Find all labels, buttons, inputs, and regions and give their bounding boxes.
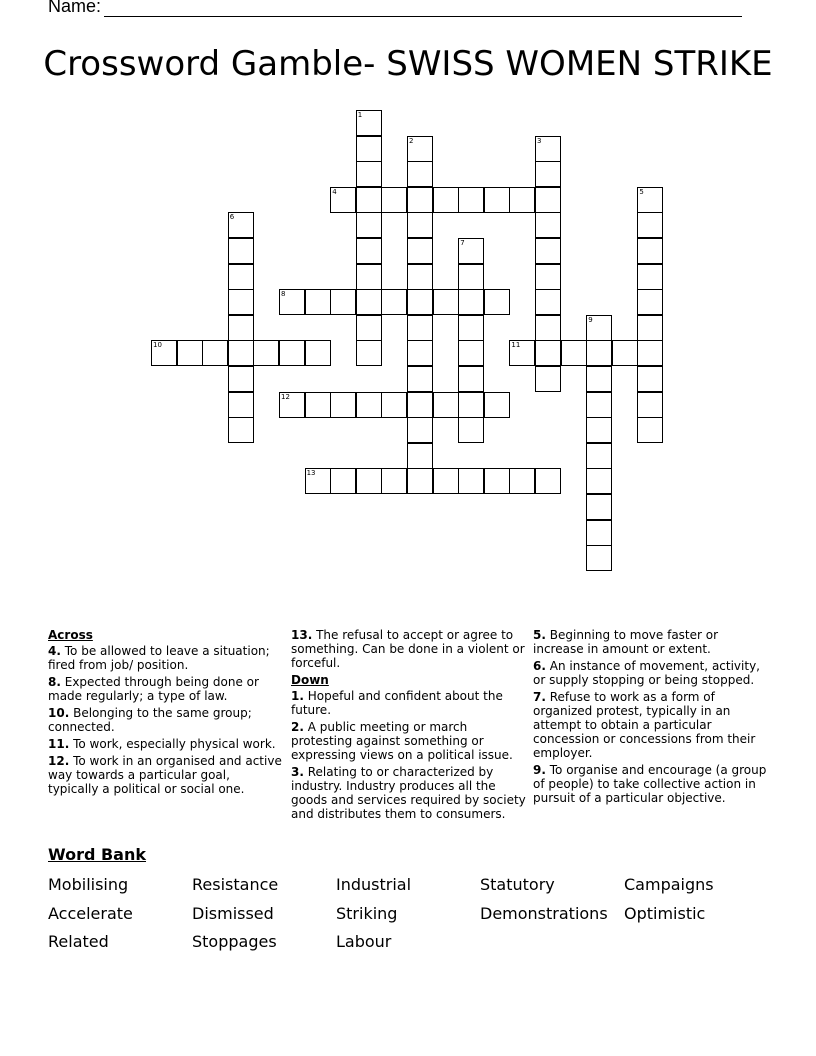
crossword-cell[interactable] (637, 392, 663, 418)
clue-number: 1 (357, 111, 363, 119)
crossword-cell[interactable] (305, 289, 331, 315)
crossword-cell[interactable] (433, 468, 459, 494)
crossword-cell[interactable] (407, 238, 433, 264)
crossword-cell[interactable] (407, 443, 433, 469)
crossword-cell[interactable] (228, 417, 254, 443)
crossword-cell[interactable] (407, 315, 433, 341)
clue-across-13: 13. The refusal to accept or agree to something. Can be done in a violent or forceful. (291, 628, 525, 670)
clue-down-2: 2. A public meeting or march protesting against something or expressing views on a political issue. (291, 720, 513, 762)
word-bank-word: Industrial (336, 875, 412, 894)
crossword-cell[interactable] (586, 468, 612, 494)
crossword-cell[interactable] (407, 161, 433, 187)
crossword-cell[interactable] (330, 468, 356, 494)
crossword-cell[interactable] (356, 315, 382, 341)
word-bank-title: Word Bank (48, 845, 147, 864)
clue-number: 12 (281, 392, 290, 401)
word-bank-word: Dismissed (192, 904, 274, 923)
crossword-cell[interactable] (407, 264, 433, 290)
crossword-cell[interactable] (561, 340, 587, 366)
crossword-cell[interactable] (407, 392, 433, 418)
crossword-cell[interactable] (509, 187, 535, 213)
crossword-cell[interactable] (202, 340, 228, 366)
word-bank-word: Stoppages (192, 932, 277, 951)
crossword-cell[interactable] (356, 212, 382, 238)
clue-number: 9 (588, 315, 593, 324)
crossword-cell[interactable] (458, 340, 484, 366)
crossword-cell[interactable] (381, 468, 407, 494)
crossword-cell[interactable] (381, 392, 407, 418)
crossword-cell[interactable] (458, 289, 484, 315)
crossword-cell[interactable] (381, 187, 407, 213)
crossword-cell[interactable] (305, 392, 331, 418)
crossword-cell[interactable] (535, 315, 561, 341)
clue-number: 8 (281, 290, 286, 299)
clue-across-4: 4. To be allowed to leave a situation; fired from job/ position. (48, 644, 270, 672)
crossword-cell[interactable] (535, 264, 561, 290)
clue-number: 2 (409, 136, 414, 145)
crossword-cell[interactable] (586, 392, 612, 418)
word-bank-word: Accelerate (48, 904, 133, 923)
word-bank-word: Statutory (480, 875, 555, 894)
clue-across-8: 8. Expected through being done or made regularly; a type of law. (48, 675, 259, 703)
crossword-cell[interactable] (637, 417, 663, 443)
crossword-cell[interactable] (509, 468, 535, 494)
clue-number: 3 (537, 136, 542, 145)
crossword-cell[interactable] (637, 340, 663, 366)
crossword-cell[interactable] (407, 366, 433, 392)
crossword-cell[interactable] (535, 187, 561, 213)
crossword-cell[interactable] (279, 340, 305, 366)
clue-across-10: 10. Belonging to the same group; connected. (48, 706, 252, 734)
crossword-cell[interactable] (228, 264, 254, 290)
crossword-cell[interactable] (458, 392, 484, 418)
crossword-cell[interactable] (458, 468, 484, 494)
crossword-cell[interactable] (535, 468, 561, 494)
crossword-cell[interactable] (356, 264, 382, 290)
crossword-cell[interactable] (228, 238, 254, 264)
crossword-cell[interactable] (586, 366, 612, 392)
word-bank-word: Demonstrations (480, 904, 608, 923)
crossword-cell[interactable] (330, 392, 356, 418)
crossword-cell[interactable] (586, 340, 612, 366)
crossword-cell[interactable] (637, 212, 663, 238)
crossword-cell[interactable] (586, 443, 612, 469)
crossword-cell[interactable] (330, 289, 356, 315)
crossword-cell[interactable] (637, 289, 663, 315)
clue-number: 4 (332, 187, 337, 196)
crossword-cell[interactable] (381, 289, 407, 315)
clue-across-11: 11. To work, especially physical work. (48, 737, 276, 751)
crossword-cell[interactable] (407, 187, 433, 213)
clues-column-2 (291, 628, 527, 824)
clue-number: 6 (229, 213, 235, 222)
crossword-cell[interactable] (356, 136, 382, 162)
crossword-cell[interactable] (535, 366, 561, 392)
clue-down-3: 3. Relating to or characterized by industry. Industry produces all the goods and services required by society and distributes them to consumers. (291, 765, 526, 821)
crossword-cell[interactable] (407, 340, 433, 366)
crossword-cell[interactable] (535, 289, 561, 315)
crossword-cell[interactable] (356, 161, 382, 187)
crossword-cell[interactable] (407, 212, 433, 238)
crossword-cell[interactable] (586, 494, 612, 520)
word-bank-word: Resistance (192, 875, 279, 894)
crossword-cell[interactable] (637, 264, 663, 290)
crossword-cell[interactable] (356, 468, 382, 494)
crossword-cell[interactable] (484, 392, 510, 418)
crossword-cell[interactable] (356, 289, 382, 315)
clue-down-1: 1. Hopeful and confident about the future. (291, 689, 503, 717)
word-bank-word: Labour (336, 932, 392, 951)
word-bank-word: Campaigns (624, 875, 714, 894)
crossword-cell[interactable] (458, 187, 484, 213)
clue-number: 13 (306, 469, 316, 478)
clue-down-7: 7. Refuse to work as a form of organized protest, typically in an attempt to obtain a particular concession or concessions from their employer. (533, 690, 756, 760)
crossword-cell[interactable] (637, 238, 663, 264)
crossword-cell[interactable] (356, 238, 382, 264)
crossword-cell[interactable] (637, 315, 663, 341)
clue-number: 7 (460, 239, 465, 247)
crossword-cell[interactable] (356, 340, 382, 366)
crossword-cell[interactable] (433, 289, 459, 315)
crossword-cell[interactable] (433, 187, 459, 213)
crossword-cell[interactable] (228, 392, 254, 418)
crossword-cell[interactable] (407, 468, 433, 494)
crossword-cell[interactable] (586, 520, 612, 546)
clues-column-3 (533, 628, 769, 808)
clue-down-9: 9. To organise and encourage (a group of people) to take collective action in pursuit of a particular objective. (533, 763, 767, 805)
word-bank-word: Mobilising (48, 875, 129, 894)
crossword-cell[interactable] (535, 340, 561, 366)
clue-down-6: 6. An instance of movement, activity, or supply stopping or being stopped. (533, 659, 760, 687)
clue-down-5: 5. Beginning to move faster or increase in amount or extent. (533, 628, 719, 656)
crossword-cell[interactable] (177, 340, 203, 366)
crossword-cell[interactable] (586, 417, 612, 443)
crossword-cell[interactable] (535, 161, 561, 187)
crossword-cell[interactable] (433, 392, 459, 418)
crossword-cell[interactable] (612, 340, 638, 366)
crossword-cell[interactable] (228, 366, 254, 392)
crossword-cell[interactable] (407, 417, 433, 443)
word-bank-word: Related (48, 932, 109, 951)
crossword-cell[interactable] (535, 212, 561, 238)
crossword-cell[interactable] (458, 417, 484, 443)
crossword-cell[interactable] (228, 340, 254, 366)
crossword-cell[interactable] (458, 264, 484, 290)
crossword-cell[interactable] (228, 289, 254, 315)
crossword-cell[interactable] (305, 340, 331, 366)
crossword-cell[interactable] (253, 340, 279, 366)
clue-number: 10 (153, 341, 162, 350)
crossword-cell[interactable] (637, 366, 663, 392)
across-heading: Across (48, 628, 93, 642)
clue-number: 5 (639, 187, 644, 196)
crossword-cell[interactable] (484, 289, 510, 315)
crossword-cell[interactable] (458, 366, 484, 392)
clues-column-1 (48, 628, 284, 799)
crossword-cell[interactable] (535, 238, 561, 264)
crossword-cell[interactable] (228, 315, 254, 341)
clue-number: 11 (511, 341, 521, 350)
clue-across-12: 12. To work in an organised and active way towards a particular goal, typically a political or social one. (48, 754, 282, 796)
word-bank-word: Striking (336, 904, 398, 923)
crossword-cell[interactable] (484, 187, 510, 213)
crossword-cell[interactable] (586, 545, 612, 571)
down-heading: Down (291, 673, 329, 687)
name-label: Name: (48, 0, 102, 16)
crossword-cell[interactable] (484, 468, 510, 494)
crossword-cell[interactable] (407, 289, 433, 315)
crossword-cell[interactable] (458, 315, 484, 341)
page-title: Crossword Gamble- SWISS WOMEN STRIKE (43, 44, 773, 84)
word-bank-word: Optimistic (624, 904, 706, 923)
crossword-cell[interactable] (356, 392, 382, 418)
crossword-cell[interactable] (356, 187, 382, 213)
